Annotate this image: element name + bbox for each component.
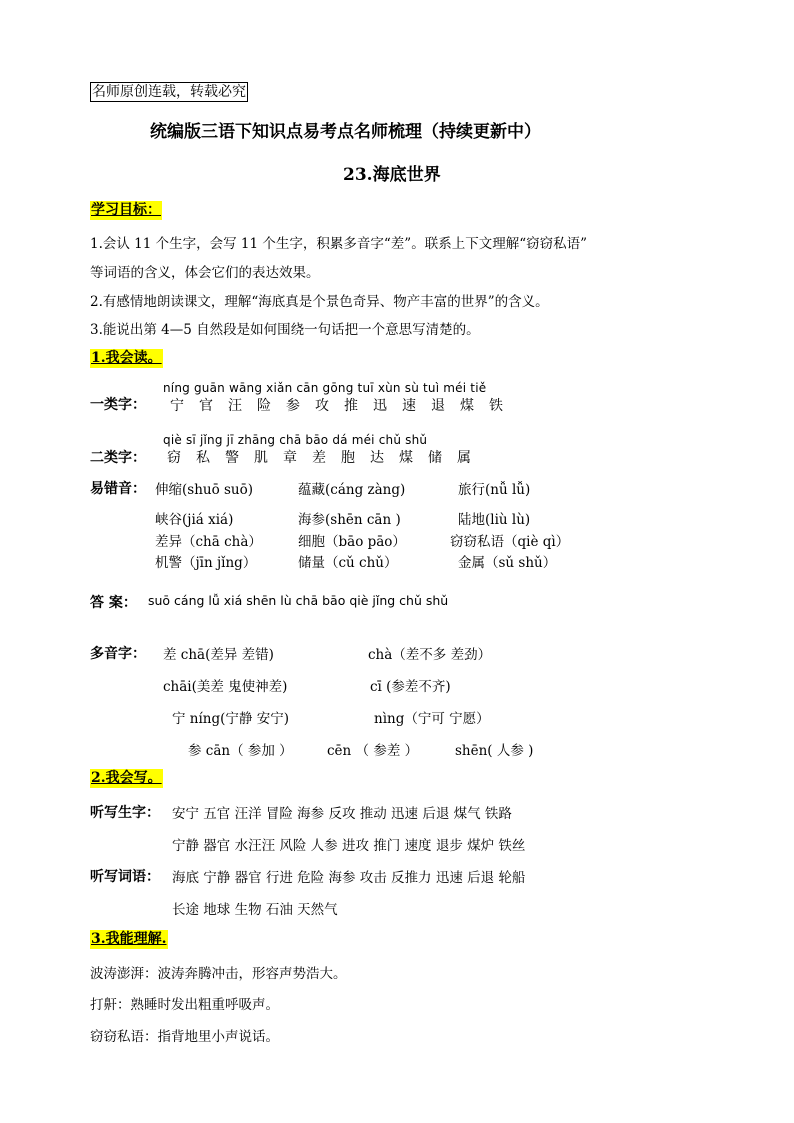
polyphone-item: cī (参差不齐): [370, 679, 451, 695]
error-label: 易错音：: [90, 481, 146, 497]
polyphone-item: shēn( 人参 ): [455, 743, 534, 759]
document-title: 统编版三语下知识点易考点名师梳理（持续更新中）: [150, 122, 541, 142]
definition-item: 窃窃私语：指背地里小声说话。: [90, 1029, 279, 1045]
class2-label: 二类字：: [90, 450, 146, 466]
polyphone-item: 参 cān（ 参加 ）: [188, 743, 293, 759]
polyphone-item: chà（差不多 差劲）: [368, 647, 492, 663]
section-heading-goals: 学习目标：: [91, 202, 161, 218]
error-item: 蕴藏(cáng zàng): [298, 482, 406, 498]
polyphone-item: nìng（宁可 宁愿）: [374, 711, 490, 727]
goal-line-3: 3.能说出第 4—5 自然段是如何围绕一句话把一个意思写清楚的。: [90, 322, 480, 338]
class2-pinyin: qiè sī jǐng jī zhāng chā bāo dá méi chǔ shǔ: [163, 433, 428, 447]
error-item: 窃窃私语（qiè qì）: [450, 534, 570, 550]
class2-character: 胞: [341, 450, 355, 466]
section-heading-read: 1.我会读。: [91, 350, 162, 366]
class1-character: 宁: [170, 398, 184, 414]
class1-character: 煤: [460, 398, 474, 414]
definition-item: 波涛澎湃：波涛奔腾冲击，形容声势浩大。: [90, 966, 347, 982]
write-chars-label: 听写生字：: [90, 805, 160, 821]
polyphone-item: 差 chā(差异 差错): [163, 647, 274, 663]
class2-character: 达: [370, 450, 384, 466]
class2-character: 肌: [254, 450, 268, 466]
error-item: 伸缩(shuō suō): [155, 482, 254, 498]
class2-character: 差: [312, 450, 326, 466]
polyphone-label: 多音字：: [90, 646, 146, 662]
class1-character: 攻: [315, 398, 329, 414]
class1-label: 一类字：: [90, 397, 146, 413]
polyphone-item: cēn （ 参差 ）: [327, 743, 419, 759]
error-item: 机警（jīn jǐng）: [155, 555, 257, 571]
error-item: 峡谷(jiá xiá): [155, 512, 234, 528]
class1-character: 险: [257, 398, 271, 414]
polyphone-item: 宁 níng(宁静 安宁): [172, 711, 289, 727]
class2-character: 储: [428, 450, 442, 466]
error-item: 细胞（bāo pāo）: [298, 534, 406, 550]
class1-character: 汪: [228, 398, 242, 414]
class2-character: 属: [457, 450, 471, 466]
class2-character: 窃: [167, 450, 181, 466]
class1-character: 官: [199, 398, 213, 414]
class1-character: 速: [402, 398, 416, 414]
class1-character: 退: [431, 398, 445, 414]
answer-label: 答 案：: [90, 595, 137, 611]
error-item: 差异（chā chà）: [155, 534, 262, 550]
error-item: 金属（sǔ shǔ）: [458, 555, 557, 571]
class2-character: 私: [196, 450, 210, 466]
class1-character: 参: [286, 398, 300, 414]
definition-item: 打鼾：熟睡时发出粗重呼吸声。: [90, 997, 279, 1013]
class1-character: 推: [344, 398, 358, 414]
write-chars-row: 宁静 器官 水汪汪 风险 人参 进攻 推门 速度 退步 煤炉 铁丝: [172, 838, 526, 854]
error-item: 旅行(nǚ lǚ): [458, 482, 531, 498]
write-words-row: 海底 宁静 器官 行进 危险 海参 攻击 反推力 迅速 后退 轮船: [172, 870, 526, 886]
lesson-title: 23.海底世界: [343, 165, 441, 185]
class2-characters: [167, 447, 486, 467]
polyphone-item: chāi(美差 鬼使神差): [163, 679, 288, 695]
class2-character: 章: [283, 450, 297, 466]
class2-character: 警: [225, 450, 239, 466]
section-heading-understand: 3.我能理解.: [91, 931, 167, 947]
write-words-label: 听写词语：: [90, 869, 160, 885]
write-words-row: 长途 地球 生物 石油 天然气: [172, 902, 338, 918]
class1-character: 铁: [489, 398, 503, 414]
class1-characters: [170, 395, 518, 415]
error-item: 海参(shēn cān ): [298, 512, 401, 528]
goal-line-1: 1.会认 11 个生字，会写 11 个生字，积累多音字“差”。联系上下文理解“窃窃私语”: [90, 236, 588, 252]
class1-pinyin: níng guān wāng xiǎn cān gōng tuī xùn sù tuì méi tiě: [163, 381, 487, 395]
error-item: 储量（cǔ chǔ）: [298, 555, 398, 571]
class1-character: 迅: [373, 398, 387, 414]
write-chars-row: 安宁 五官 汪洋 冒险 海参 反攻 推动 迅速 后退 煤气 铁路: [172, 806, 512, 822]
goal-line-1b: 等词语的含义，体会它们的表达效果。: [90, 265, 320, 281]
section-heading-write: 2.我会写。: [91, 770, 162, 786]
answer-text: suō cáng lǚ xiá shēn lù chā bāo qiè jǐng chǔ shǔ: [148, 593, 449, 608]
goal-line-2: 2.有感情地朗读课文，理解“海底真是个景色奇异、物产丰富的世界”的含义。: [90, 294, 549, 310]
class2-character: 煤: [399, 450, 413, 466]
copyright-notice: 名师原创连载，转载必究: [92, 84, 246, 100]
error-item: 陆地(liù lù): [458, 512, 531, 528]
